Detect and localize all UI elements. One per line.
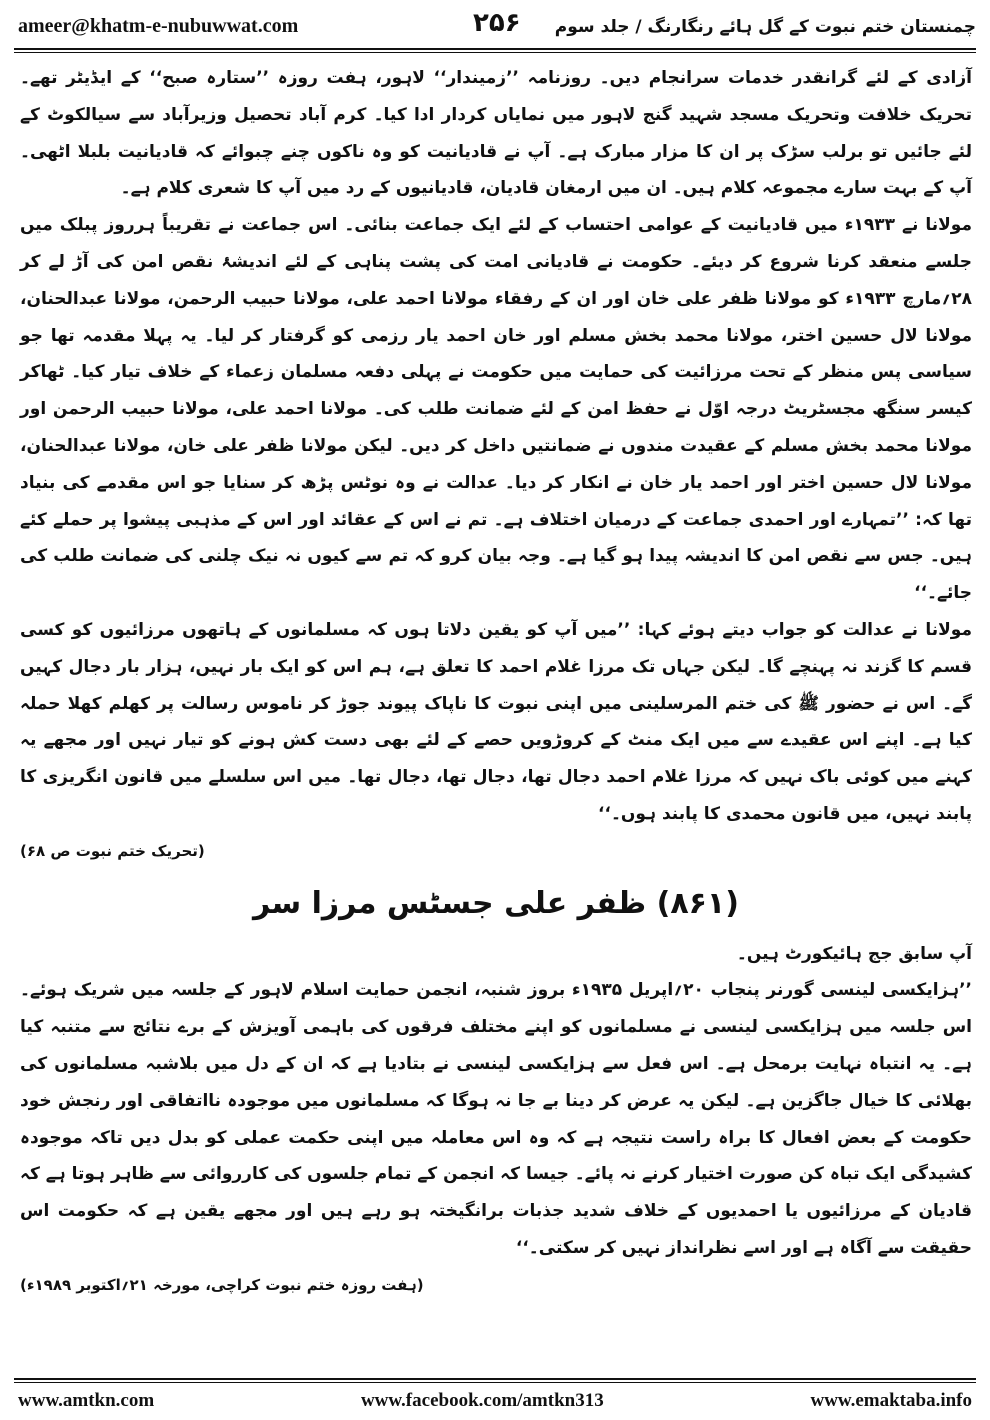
footer-link-amtkn[interactable]: www.amtkn.com [18, 1390, 155, 1411]
citation-2: (ہفت روزہ ختم نبوت کراچی، مورخہ ۲۱؍اکتوبر ۱۹۸۹ء) [20, 1275, 424, 1294]
section-heading: (۸۶۱) ظفر علی جسٹس مرزا سر [253, 885, 739, 921]
header-rule [14, 48, 976, 50]
header-email[interactable]: ameer@khatm-e-nubuwwat.com [18, 14, 299, 37]
footer-rule-thin [14, 1382, 976, 1383]
footer-link-emaktaba[interactable]: www.emaktaba.info [810, 1390, 972, 1411]
paragraph-5: ’’ہزایکسی لینسی گورنر پنجاب ۲۰؍اپریل ۱۹۳۵ء بروز شنبہ، انجمن حمایت اسلام لاہور کے جلسہ میں شریک ہوئے۔ اس جلسہ میں ہزایکسی لینسی نے مسلمانوں کو اپنے مختلف فرقوں کی باہمی آویزش کے برے نتائج سے متنبہ کیا ہے۔ یہ انتباہ نہایت برمحل ہے۔ اس فعل سے ہزایکسی لینسی نے بتادیا ہے کہ ان کے دل میں بلاشبہ مسلمانوں کی بھلائی کا خیال جاگزین ہے۔ لیکن یہ عرض کر دینا بے جا نہ ہوگا کہ مسلمانوں میں موجودہ نااتفاقی اور رنجش خود حکومت کے بعض افعال کا براہ راست نتیجہ ہے کہ وہ اس معاملہ میں اپنی حکمت عملی کو بدل دیں تاکہ موجودہ کشیدگی ایک تباہ کن صورت اختیار کرنے نہ پائے۔ جیسا کہ انجمن کے تمام جلسوں کی کارروائی سے ظاہر ہوتا ہے کہ قادیان کے مرزائیوں یا احمدیوں کے خلاف شدید جذبات برانگیختہ ہو رہے ہیں اور مجھے یقین ہے کہ حکومت اس حقیقت سے آگاہ ہے اور اسے نظرانداز نہیں کر سکتی۔‘‘ [20, 980, 972, 1258]
paragraph-2: مولانا نے ۱۹۳۳ء میں قادیانیت کے عوامی احتساب کے لئے ایک جماعت بنائی۔ اس جماعت نے تقریباً ہرروز پبلک میں جلسے منعقد کرنا شروع کر دیئے۔ حکومت نے قادیانی امت کی پشت پناہی کے لئے اندیشۂ نقص امن کی آڑ لے کر ۲۸؍مارچ ۱۹۳۳ء کو مولانا ظفر علی خان اور ان کے رفقاء مولانا احمد علی، مولانا حبیب الرحمن، مولانا عبدالحنان، مولانا لال حسین اختر، مولانا محمد بخش مسلم اور خان احمد یار رزمی کو گرفتار کر لیا۔ یہ پہلا مقدمہ تھا جو سیاسی پس منظر کے تحت مرزائیت کی حمایت میں حکومت نے پہلی دفعہ مسلمان زعماء کے خلاف تیار کیا۔ ٹھاکر کیسر سنگھ مجسٹریٹ درجہ اوّل نے حفظ امن کے لئے ضمانت طلب کی۔ مولانا احمد علی، مولانا حبیب الرحمن اور مولانا محمد بخش مسلم کے عقیدت مندوں نے ضمانتیں داخل کر دیں۔ لیکن مولانا ظفر علی خان، مولانا عبدالحنان، مولانا لال حسین اختر اور احمد یار خان نے انکار کر دیا۔ عدالت نے وہ نوٹس پڑھ کر سنایا جو اس مقدمے کی بنیاد تھا کہ: ’’تمہارے اور احمدی جماعت کے درمیان اختلاف ہے۔ تم نے اس کے عقائد اور اس کے مذہبی پیشوا پر حملے کئے ہیں۔ جس سے نقص امن کا اندیشہ پیدا ہو گیا ہے۔ وجہ بیان کرو کہ تم سے کیوں نہ نیک چلنی کی ضمانت طلب کی جائے۔‘‘ [20, 215, 973, 604]
citation-1: (تحریک ختم نبوت ص ۶۸) [20, 841, 205, 860]
paragraph-1: آزادی کے لئے گرانقدر خدمات سرانجام دیں۔ روزنامہ ’’زمیندار‘‘ لاہور، ہفت روزہ ’’ستارہ صبح‘‘ کے ایڈیٹر تھے۔ تحریک خلافت وتحریک مسجد شہید گنج لاہور میں نمایاں کردار ادا کیا۔ کرم آباد تحصیل وزیرآباد سے سیالکوٹ کے لئے جائیں تو برلب سڑک پر ان کا مزار مبارک ہے۔ آپ نے قادیانیت کو وہ ناکوں چنے چبوائے کہ قادیانیت بلبلا اٹھی۔ آپ کے بہت سارے مجموعہ کلام ہیں۔ ان میں ارمغان قادیان، قادیانیوں کے رد میں آپ کا شعری کلام ہے۔ [20, 68, 972, 199]
page-body [20, 60, 972, 1304]
footer-link-facebook[interactable]: www.facebook.com/amtkn313 [360, 1390, 604, 1411]
reference-row-2 [20, 1267, 972, 1304]
reference-row-1 [20, 833, 972, 870]
page-number: ۲۵۶ [473, 8, 521, 38]
footer-rule [14, 1378, 976, 1380]
paragraph-4: آپ سابق جج ہائیکورٹ ہیں۔ [736, 943, 972, 964]
paragraph-3: مولانا نے عدالت کو جواب دیتے ہوئے کہا: ’’میں آپ کو یقین دلاتا ہوں کہ مسلمانوں کے ہاتھوں مرزائیوں کو کسی قسم کا گزند نہ پہنچے گا۔ لیکن جہاں تک مرزا غلام احمد کا تعلق ہے، ہم اس کو ایک بار نہیں، ہزار بار دجال کہیں گے۔ اس نے حضور ﷺ کی ختم المرسلینی میں اپنی نبوت کا ناپاک پیوند جوڑ کر ناموس رسالت پر کھلم کھلا حملہ کیا ہے۔ اپنے اس عقیدے سے میں ایک منٹ کے کروڑویں حصے کے لئے بھی دست کش ہونے کو تیار نہیں اور مجھے یہ کہنے میں کوئی باک نہیں کہ مرزا غلام احمد دجال تھا، دجال تھا، دجال تھا۔ میں اس سلسلے میں قانون انگریزی کا پابند نہیں، میں قانون محمدی کا پابند ہوں۔‘‘ [20, 619, 972, 824]
page-footer [18, 1388, 972, 1414]
page-header [18, 8, 976, 44]
book-title: چمنستان ختم نبوت کے گل ہائے رنگارنگ / جلد سوم [554, 16, 976, 37]
header-rule-thin [14, 52, 976, 53]
